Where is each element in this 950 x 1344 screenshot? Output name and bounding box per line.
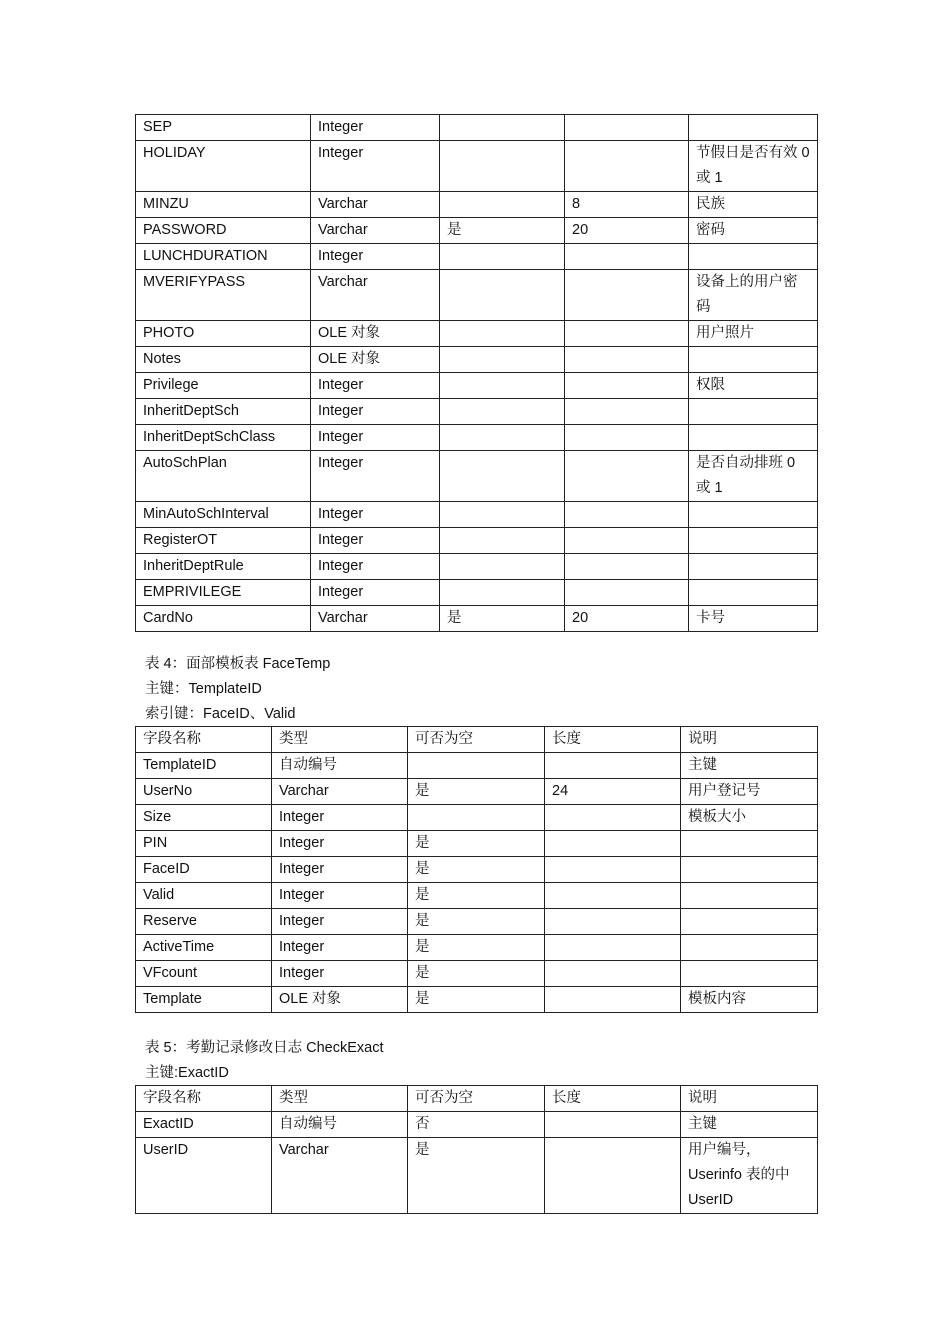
table-cell — [136, 321, 311, 347]
table-cell — [408, 883, 545, 909]
cell-text: UserNo — [143, 783, 193, 799]
table-cell — [136, 451, 311, 502]
cell-text: Varchar — [318, 196, 368, 212]
table-cell — [565, 115, 689, 141]
checkexact-table-header — [136, 1086, 818, 1112]
table-cell — [689, 502, 818, 528]
table-cell — [689, 347, 818, 373]
table-cell — [272, 779, 408, 805]
table-row — [136, 554, 818, 580]
table-cell — [545, 909, 681, 935]
table-cell — [565, 399, 689, 425]
table-cell — [311, 270, 440, 321]
cell-text: 模板大小 — [688, 809, 746, 825]
table-cell — [440, 141, 565, 192]
cell-text: Integer — [318, 429, 364, 445]
table-cell — [440, 580, 565, 606]
table-cell — [408, 1138, 545, 1214]
table-row — [136, 1138, 818, 1214]
table-cell — [545, 805, 681, 831]
table-cell — [440, 528, 565, 554]
table-cell — [311, 373, 440, 399]
table-cell — [545, 1138, 681, 1214]
cell-text: Varchar — [318, 274, 368, 290]
table-cell — [136, 1138, 272, 1214]
table-cell — [440, 321, 565, 347]
table4-title: 表 4：面部模板表 FaceTemp — [145, 656, 331, 672]
table-cell — [565, 270, 689, 321]
table-cell — [136, 1086, 272, 1112]
table-row — [136, 373, 818, 399]
table-cell — [311, 606, 440, 632]
cell-text: Integer — [318, 145, 364, 161]
table-cell — [136, 580, 311, 606]
cell-text: MVERIFYPASS — [143, 274, 246, 290]
cell-text: SEP — [143, 119, 173, 135]
table-cell — [136, 270, 311, 321]
cell-text: ExactID — [143, 1116, 194, 1132]
table-cell — [440, 115, 565, 141]
cell-text: 用户登记号 — [688, 783, 761, 799]
table-cell — [408, 1086, 545, 1112]
table-cell — [545, 1112, 681, 1138]
table-row — [136, 987, 818, 1013]
cell-text: 24 — [552, 783, 569, 799]
cell-text: UserID — [143, 1142, 189, 1158]
table-row — [136, 347, 818, 373]
table-cell — [440, 218, 565, 244]
table-cell — [272, 727, 408, 753]
table-cell — [545, 1086, 681, 1112]
cell-text: 民族 — [696, 196, 725, 212]
table-cell — [136, 883, 272, 909]
table-cell — [681, 1086, 818, 1112]
table-cell — [545, 961, 681, 987]
cell-text: 用户编号，Userinfo 表的中 UserID — [688, 1142, 790, 1208]
table-cell — [440, 373, 565, 399]
table-row — [136, 1112, 818, 1138]
table-row — [136, 857, 818, 883]
cell-text: PIN — [143, 835, 168, 851]
cell-text: Notes — [143, 351, 181, 367]
table-cell — [545, 883, 681, 909]
table-cell — [136, 779, 272, 805]
table-cell — [689, 580, 818, 606]
table-cell — [681, 883, 818, 909]
table-row — [136, 244, 818, 270]
cell-text: 是 — [415, 991, 430, 1007]
cell-text: 自动编号 — [279, 757, 337, 773]
checkexact-table — [135, 1085, 818, 1214]
table-cell — [136, 606, 311, 632]
cell-text: 20 — [572, 222, 589, 238]
table-row — [136, 831, 818, 857]
table-cell — [272, 1138, 408, 1214]
table-cell — [689, 270, 818, 321]
table-cell — [681, 805, 818, 831]
cell-text: Integer — [318, 558, 364, 574]
cell-text: Reserve — [143, 913, 197, 929]
table-cell — [408, 961, 545, 987]
cell-text: Integer — [279, 809, 325, 825]
cell-text: MinAutoSchInterval — [143, 506, 269, 522]
table4-index-key: 索引键：FaceID、Valid — [145, 706, 296, 722]
table-row — [136, 1086, 818, 1112]
table-cell — [689, 218, 818, 244]
cell-text: Integer — [279, 913, 325, 929]
cell-text: 主键 — [688, 1116, 717, 1132]
table5-title: 表 5：考勤记录修改日志 CheckExact — [145, 1040, 384, 1056]
table-cell — [136, 115, 311, 141]
table-cell — [311, 399, 440, 425]
table-cell — [136, 857, 272, 883]
table-cell — [440, 347, 565, 373]
table-cell — [689, 425, 818, 451]
cell-text: TemplateID — [143, 757, 217, 773]
table-cell — [689, 115, 818, 141]
table-cell — [689, 399, 818, 425]
table-cell — [136, 425, 311, 451]
cell-text: 密码 — [696, 222, 725, 238]
table-row — [136, 528, 818, 554]
cell-text: Integer — [279, 965, 325, 981]
cell-text: PHOTO — [143, 325, 195, 341]
table-cell — [681, 727, 818, 753]
table-cell — [440, 606, 565, 632]
cell-text: Integer — [318, 377, 364, 393]
table-cell — [545, 779, 681, 805]
cell-text: MINZU — [143, 196, 189, 212]
table-cell — [136, 727, 272, 753]
table-row — [136, 270, 818, 321]
cell-text: 字段名称 — [143, 1090, 201, 1106]
table-cell — [408, 779, 545, 805]
cell-text: 是 — [447, 222, 462, 238]
table-cell — [311, 115, 440, 141]
cell-text: Varchar — [318, 610, 368, 626]
table-cell — [136, 753, 272, 779]
table-cell — [689, 141, 818, 192]
table-cell — [545, 831, 681, 857]
cell-text: Integer — [318, 455, 364, 471]
cell-text: Varchar — [279, 783, 329, 799]
cell-text: 权限 — [696, 377, 725, 393]
table-row — [136, 779, 818, 805]
table-cell — [272, 753, 408, 779]
table-row — [136, 935, 818, 961]
table-cell — [311, 141, 440, 192]
cell-text: CardNo — [143, 610, 193, 626]
cell-text: 是 — [415, 939, 430, 955]
table-row — [136, 909, 818, 935]
table-cell — [689, 373, 818, 399]
cell-text: Integer — [318, 119, 364, 135]
cell-text: Integer — [318, 506, 364, 522]
cell-text: 类型 — [279, 1090, 308, 1106]
cell-text: Integer — [279, 939, 325, 955]
table-cell — [681, 831, 818, 857]
table-cell — [689, 192, 818, 218]
cell-text: Integer — [279, 835, 325, 851]
table-cell — [545, 727, 681, 753]
table-row — [136, 115, 818, 141]
table-cell — [136, 935, 272, 961]
table-row — [136, 321, 818, 347]
table-cell — [681, 961, 818, 987]
table-cell — [689, 554, 818, 580]
cell-text: 长度 — [552, 1090, 581, 1106]
table-cell — [565, 244, 689, 270]
table-cell — [440, 399, 565, 425]
table-cell — [136, 141, 311, 192]
table-cell — [272, 987, 408, 1013]
table-cell — [136, 961, 272, 987]
table-cell — [272, 961, 408, 987]
table-cell — [689, 528, 818, 554]
table-cell — [272, 831, 408, 857]
table-cell — [408, 987, 545, 1013]
table-cell — [565, 580, 689, 606]
table-cell — [311, 244, 440, 270]
cell-text: 是 — [415, 783, 430, 799]
cell-text: 说明 — [688, 1090, 717, 1106]
table-cell — [545, 987, 681, 1013]
table-cell — [136, 554, 311, 580]
cell-text: 20 — [572, 610, 589, 626]
table-cell — [408, 805, 545, 831]
table-cell — [311, 192, 440, 218]
table-cell — [440, 451, 565, 502]
table-cell — [272, 805, 408, 831]
table-row — [136, 141, 818, 192]
cell-text: OLE 对象 — [318, 351, 381, 367]
cell-text: 是 — [415, 965, 430, 981]
table-cell — [565, 321, 689, 347]
table-row — [136, 606, 818, 632]
cell-text: Varchar — [318, 222, 368, 238]
table-cell — [311, 321, 440, 347]
table-cell — [681, 753, 818, 779]
cell-text: 可否为空 — [415, 1090, 473, 1106]
table-cell — [565, 373, 689, 399]
table4-primary-key: 主键：TemplateID — [145, 681, 262, 697]
table-cell — [272, 935, 408, 961]
table-cell — [681, 1138, 818, 1214]
table-cell — [440, 502, 565, 528]
table-cell — [136, 909, 272, 935]
table-row — [136, 502, 818, 528]
table-cell — [408, 1112, 545, 1138]
table-cell — [136, 528, 311, 554]
cell-text: PASSWORD — [143, 222, 227, 238]
table-cell — [681, 857, 818, 883]
table-cell — [565, 141, 689, 192]
table-cell — [565, 554, 689, 580]
table-cell — [565, 347, 689, 373]
table-cell — [440, 192, 565, 218]
cell-text: InheritDeptSch — [143, 403, 239, 419]
facetemp-table-header — [136, 727, 818, 753]
cell-text: Privilege — [143, 377, 199, 393]
cell-text: Integer — [318, 248, 364, 264]
cell-text: 节假日是否有效 0 或 1 — [696, 145, 810, 186]
cell-text: Integer — [279, 861, 325, 877]
table-cell — [689, 244, 818, 270]
table-cell — [272, 909, 408, 935]
table-cell — [136, 347, 311, 373]
table-row — [136, 805, 818, 831]
table-cell — [440, 270, 565, 321]
table-row — [136, 425, 818, 451]
table-cell — [408, 935, 545, 961]
table-cell — [311, 580, 440, 606]
cell-text: Integer — [318, 532, 364, 548]
cell-text: 是 — [415, 887, 430, 903]
cell-text: 模板内容 — [688, 991, 746, 1007]
table-cell — [408, 909, 545, 935]
cell-text: LUNCHDURATION — [143, 248, 268, 264]
cell-text: ActiveTime — [143, 939, 215, 955]
table-cell — [136, 244, 311, 270]
cell-text: 自动编号 — [279, 1116, 337, 1132]
cell-text: Valid — [143, 887, 175, 903]
table-cell — [311, 451, 440, 502]
cell-text: 主键 — [688, 757, 717, 773]
table-cell — [136, 1112, 272, 1138]
cell-text: 是 — [447, 610, 462, 626]
table-cell — [545, 753, 681, 779]
cell-text: 否 — [415, 1116, 430, 1132]
table-row — [136, 451, 818, 502]
cell-text: 说明 — [688, 731, 717, 747]
table-row — [136, 399, 818, 425]
cell-text: Integer — [318, 584, 364, 600]
table-cell — [136, 399, 311, 425]
table-cell — [545, 935, 681, 961]
table-cell — [565, 451, 689, 502]
cell-text: 用户照片 — [696, 325, 754, 341]
table-cell — [565, 192, 689, 218]
cell-text: Integer — [318, 403, 364, 419]
table-cell — [311, 425, 440, 451]
table-cell — [311, 218, 440, 244]
cell-text: 卡号 — [696, 610, 725, 626]
cell-text: 可否为空 — [415, 731, 473, 747]
table-cell — [136, 831, 272, 857]
table-cell — [440, 425, 565, 451]
cell-text: InheritDeptRule — [143, 558, 244, 574]
cell-text: 类型 — [279, 731, 308, 747]
table-cell — [408, 727, 545, 753]
facetemp-table-body — [136, 753, 818, 1013]
table-cell — [311, 502, 440, 528]
table-cell — [136, 502, 311, 528]
cell-text: FaceID — [143, 861, 190, 877]
table-cell — [545, 857, 681, 883]
userinfo-table-body — [136, 115, 818, 632]
table-cell — [408, 753, 545, 779]
cell-text: 是 — [415, 861, 430, 877]
cell-text: 字段名称 — [143, 731, 201, 747]
cell-text: HOLIDAY — [143, 145, 206, 161]
cell-text: 长度 — [552, 731, 581, 747]
cell-text: 设备上的用户密码 — [696, 274, 798, 315]
table5-primary-key: 主键:ExactID — [145, 1065, 229, 1081]
table-cell — [681, 935, 818, 961]
table-cell — [681, 909, 818, 935]
table-row — [136, 961, 818, 987]
table-cell — [565, 606, 689, 632]
cell-text: RegisterOT — [143, 532, 218, 548]
table-cell — [136, 805, 272, 831]
table-row — [136, 883, 818, 909]
table-cell — [311, 528, 440, 554]
table-cell — [440, 244, 565, 270]
table-cell — [689, 321, 818, 347]
table-cell — [311, 554, 440, 580]
table-cell — [565, 528, 689, 554]
cell-text: InheritDeptSchClass — [143, 429, 276, 445]
userinfo-table — [135, 114, 818, 632]
table-cell — [136, 192, 311, 218]
table-cell — [272, 883, 408, 909]
table-cell — [565, 218, 689, 244]
cell-text: 是 — [415, 835, 430, 851]
table-cell — [440, 554, 565, 580]
table-cell — [136, 218, 311, 244]
cell-text: OLE 对象 — [318, 325, 381, 341]
table-cell — [272, 857, 408, 883]
table-cell — [565, 502, 689, 528]
table-cell — [689, 451, 818, 502]
cell-text: EMPRIVILEGE — [143, 584, 242, 600]
cell-text: 是 — [415, 1142, 430, 1158]
table-row — [136, 218, 818, 244]
table-cell — [272, 1086, 408, 1112]
table-cell — [681, 779, 818, 805]
table-row — [136, 727, 818, 753]
cell-text: 是否自动排班 0 或 1 — [696, 455, 796, 496]
table-cell — [272, 1112, 408, 1138]
table-cell — [311, 347, 440, 373]
table-cell — [136, 373, 311, 399]
table-row — [136, 192, 818, 218]
table-cell — [408, 831, 545, 857]
table-cell — [136, 987, 272, 1013]
checkexact-table-body — [136, 1112, 818, 1214]
cell-text: VFcount — [143, 965, 197, 981]
cell-text: Integer — [279, 887, 325, 903]
cell-text: Size — [143, 809, 172, 825]
cell-text: 8 — [572, 196, 581, 212]
cell-text: OLE 对象 — [279, 991, 342, 1007]
table-cell — [689, 606, 818, 632]
cell-text: AutoSchPlan — [143, 455, 227, 471]
table-row — [136, 580, 818, 606]
facetemp-table — [135, 726, 818, 1013]
table-cell — [408, 857, 545, 883]
table-cell — [681, 1112, 818, 1138]
table-cell — [681, 987, 818, 1013]
cell-text: Varchar — [279, 1142, 329, 1158]
table-cell — [565, 425, 689, 451]
table-row — [136, 753, 818, 779]
cell-text: 是 — [415, 913, 430, 929]
cell-text: Template — [143, 991, 202, 1007]
